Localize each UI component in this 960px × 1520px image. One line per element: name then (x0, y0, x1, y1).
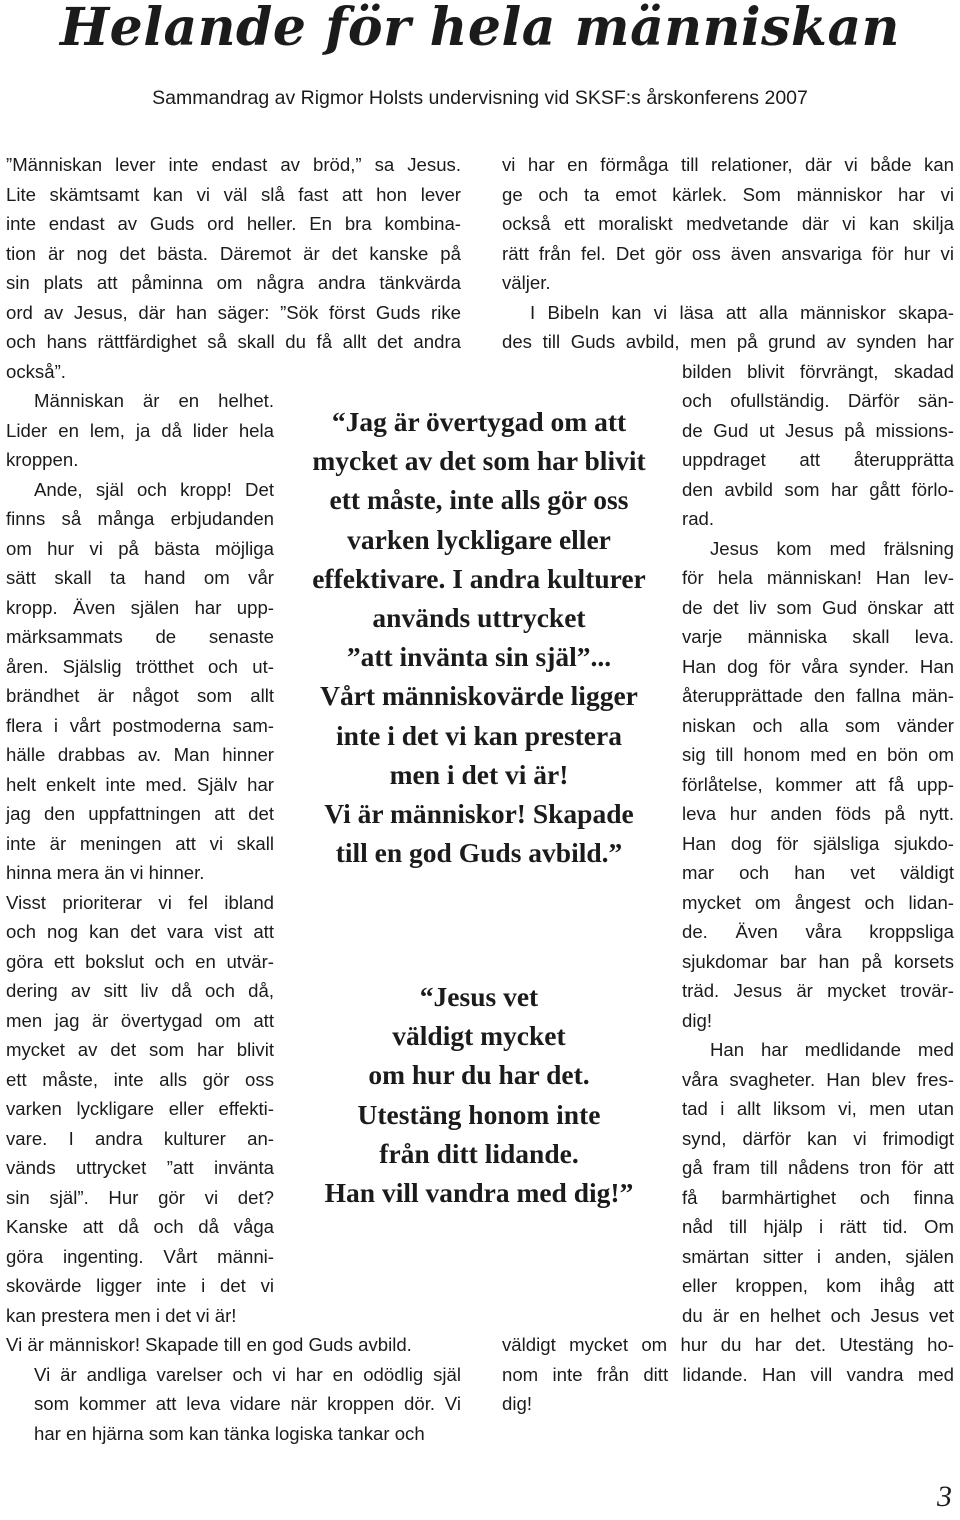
quote-line: ”att invänta sin själ”... (346, 641, 612, 673)
text-line: göra ett bokslut och en utvär- (6, 950, 274, 972)
text-line: varken lyckligare eller effekti- (6, 1098, 274, 1119)
text-line: kan prestera men i det vi är! (6, 1304, 237, 1326)
text-line: ”Människan lever inte endast av bröd,” sa Jesus. (6, 154, 461, 175)
text-line: ord av Jesus, där han säger: ”Sök först Guds rike (6, 301, 461, 323)
text-line: sätt skall ta hand om vår (6, 567, 274, 588)
text-line: förlåtelse, kommer att få upp- (682, 773, 954, 795)
text-line: uppdraget att återupprätta (682, 449, 954, 470)
text-line: rätt från fel. Det gör oss även ansvariga för hur vi (502, 242, 954, 264)
text-line: I Bibeln kan vi läsa att alla människor skapa- (530, 301, 954, 323)
text-line: Vi är andliga varelser och vi har en odödlig själ (34, 1363, 461, 1385)
text-line: väldigt mycket om hur du har det. Utestäng ho- (502, 1334, 954, 1355)
text-line: Han dog för själsliga sjukdo- (682, 832, 954, 854)
quote-line: till en god Guds avbild.” (335, 837, 623, 869)
text-line: för hela människan! Han lev- (682, 567, 954, 588)
text-line: helt enkelt inte med. Själv har (6, 773, 274, 795)
text-line: Ande, själ och kropp! Det (34, 478, 274, 500)
text-line: Han har medlidande med (710, 1039, 954, 1060)
text-line: niskan och alla som vänder (682, 714, 954, 736)
text-line: leva hur anden föds på nytt. (682, 803, 954, 824)
text-line: jag den uppfattningen att det (6, 803, 274, 824)
quote-line: “Jesus vet (419, 981, 539, 1012)
text-line: och nog kan det vara vist att (6, 921, 274, 942)
text-line: dig! (502, 1393, 532, 1414)
quote-line: effektivare. I andra kulturer (312, 562, 646, 594)
text-line: om hur vi på bästa möjliga (6, 537, 274, 559)
article-subtitle: Sammandrag av Rigmor Holsts undervisning vid SKSF:s årskonferens 2007 (152, 87, 808, 109)
text-line: få barmhärtighet och finna (682, 1186, 954, 1208)
text-line: de. Även våra kroppsliga (682, 921, 954, 942)
text-line: mycket om ångest och lidan- (682, 891, 954, 913)
text-line: Lider en lem, ja då lider hela (6, 419, 274, 441)
quote-line: Vi är människor! Skapade (324, 798, 634, 830)
text-line: nåd till hjälp i rätt tid. Om (682, 1216, 954, 1237)
quote-line: mycket av det som har blivit (312, 445, 646, 477)
text-line: de det liv som Gud önskar att (682, 596, 954, 618)
text-line: inte är meningen att vi skall (6, 832, 274, 854)
text-line: kroppen. (6, 449, 79, 470)
text-line: sig till honom med en bön om (682, 744, 954, 765)
text-line: nom inte från ditt lidande. Han vill vandra med (502, 1363, 954, 1385)
text-line: skovärde ligger inte i det vi (6, 1275, 274, 1296)
text-line: åren. Själslig trötthet och ut- (6, 655, 274, 677)
text-line: märksammats de senaste (6, 626, 274, 647)
quote-line: varken lyckligare eller (347, 523, 611, 555)
text-line: smärtan sitter i anden, själen (682, 1245, 954, 1267)
text-line: och hans rättfärdighet så skall du få allt det andra (6, 331, 461, 352)
text-line: sin plats att påminna om några andra tänkvärda (6, 272, 461, 293)
text-line: väljer. (502, 272, 551, 293)
text-line: bilden blivit förvrängt, skadad (682, 360, 954, 382)
text-line: Människan är en helhet. (34, 390, 274, 411)
text-line: ge och ta emot kärlek. Som människor har vi (502, 183, 954, 205)
text-line: mycket av det som har blivit (6, 1039, 274, 1060)
quote-line: från ditt lidande. (379, 1137, 579, 1169)
text-line: mar och han vet väldigt (682, 862, 954, 883)
text-line: Visst prioriterar vi fel ibland (6, 891, 274, 913)
quote-line: “Jag är övertygad om att (331, 406, 627, 437)
quote-line: Han vill vandra med dig!” (324, 1177, 634, 1209)
text-line: gå fram till nådens tron för att (682, 1157, 954, 1178)
text-line: synd, därför kan vi frimodigt (682, 1127, 954, 1149)
text-line: återupprättade den fallna män- (682, 685, 954, 706)
text-line: våra svagheter. Han blev fres- (682, 1068, 954, 1090)
text-line: flera i vårt postmoderna sam- (6, 714, 274, 736)
pull-quote-2 (290, 977, 668, 1212)
text-line: sjukdomar bar han på korsets (682, 950, 954, 972)
text-line: har en hjärna som kan tänka logiska tankar och (34, 1422, 425, 1444)
text-line: rad. (682, 508, 715, 529)
text-line: den avbild som har gått förlo- (682, 478, 954, 500)
text-line: göra ingenting. Vårt männi- (6, 1245, 274, 1267)
text-line: och ofullständig. Därför sän- (682, 390, 954, 411)
text-line: ett måste, inte alls gör oss (6, 1068, 274, 1090)
text-line: Jesus kom med frälsning (710, 537, 954, 559)
text-line: dig! (682, 1009, 712, 1031)
text-line: men jag är övertygad om att (6, 1009, 274, 1031)
text-line: brändhet är något som allt (6, 685, 274, 706)
text-line: eller kroppen, kom ihåg att (682, 1275, 954, 1296)
quote-line: används uttrycket (372, 602, 586, 634)
text-line: kropp. Även själen har upp- (6, 596, 274, 618)
quote-line: om hur du har det. (368, 1059, 590, 1091)
page-number: 3 (937, 1480, 952, 1513)
text-line: inte endast av Guds ord heller. En bra kombina- (6, 213, 461, 234)
text-line: tad i allt liksom vi, men utan (682, 1098, 954, 1119)
text-line: du är en helhet och Jesus vet (682, 1304, 954, 1326)
quote-line: ett måste, inte alls gör oss (329, 484, 629, 516)
text-line: hinna mera än vi hinner. (6, 862, 205, 883)
text-line: Han dog för våra synder. Han (682, 655, 954, 677)
quote-line: inte i det vi kan prestera (336, 719, 622, 751)
text-line: dering av sitt liv då och då, (6, 980, 274, 1001)
text-line: tion är nog det bästa. Däremot är det kanske på (6, 242, 461, 264)
text-line: också”. (6, 360, 66, 382)
text-line: hälle drabbas av. Man hinner (6, 744, 274, 765)
text-line: varje människa skall leva. (682, 626, 954, 647)
text-line: sin själ”. Hur gör vi det? (6, 1186, 274, 1208)
article-title: Helande för hela människan (60, 0, 900, 58)
text-line: de Gud ut Jesus på missions- (682, 419, 954, 441)
quote-line: Vårt människovärde ligger (320, 680, 638, 712)
quote-line: Utestäng honom inte (357, 1098, 601, 1130)
text-line: träd. Jesus är mycket trovär- (682, 980, 954, 1001)
text-line: vare. I andra kulturer an- (6, 1127, 274, 1149)
text-line: vi har en förmåga till relationer, där vi både kan (502, 154, 954, 175)
text-line: des till Guds avbild, men på grund av synden har (502, 331, 954, 352)
text-line: vänds uttrycket ”att invänta (6, 1157, 274, 1178)
text-line: som kommer att leva vidare när kroppen dör. Vi (34, 1393, 461, 1414)
text-line: Kanske att då och då våga (6, 1216, 274, 1237)
text-line: Lite skämtsamt kan vi väl slå fast att hon lever (6, 183, 461, 205)
pull-quote-1 (290, 402, 668, 872)
text-line: Vi är människor! Skapade till en god Guds avbild. (6, 1334, 412, 1355)
text-line: finns så många erbjudanden (6, 508, 274, 529)
text-line: också ett moraliskt medvetande där vi kan skilja (502, 213, 954, 234)
quote-line: väldigt mycket (392, 1020, 566, 1052)
quote-line: men i det vi är! (389, 758, 569, 790)
